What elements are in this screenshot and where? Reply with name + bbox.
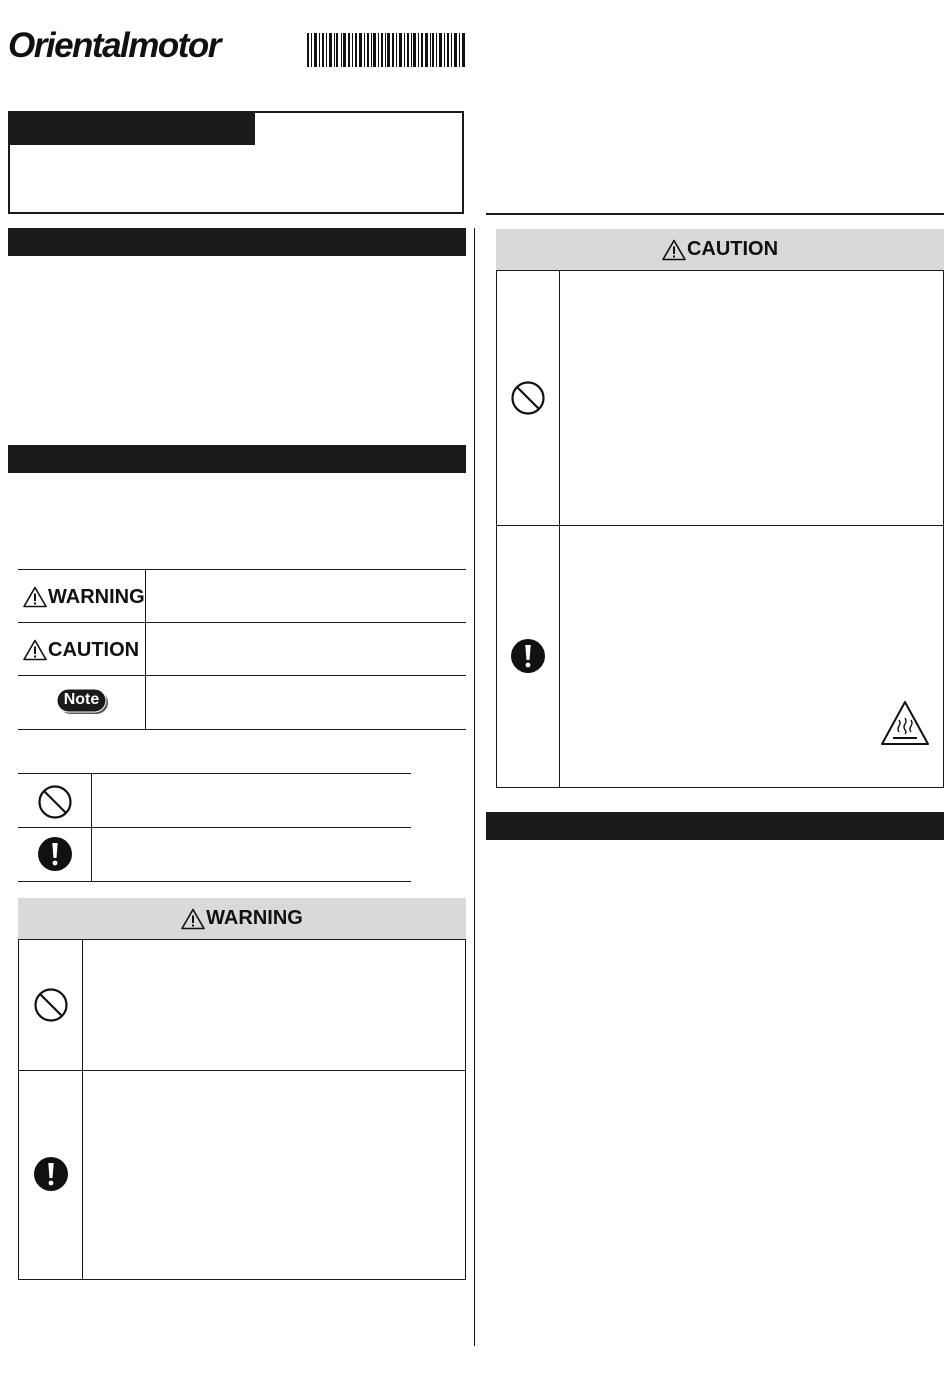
warning-box-header xyxy=(18,898,466,940)
hot-surface-icon xyxy=(880,700,930,746)
caution-box-header xyxy=(496,229,944,271)
title-tab xyxy=(8,111,255,145)
warning-box-divider xyxy=(82,939,83,1279)
right-column-top-rule xyxy=(486,213,944,215)
legend-warning-label: WARNING xyxy=(48,585,145,608)
prohibited-icon xyxy=(510,380,546,416)
note-badge-label: Note xyxy=(63,691,100,708)
legend-caution-label: CAUTION xyxy=(48,638,140,661)
warning-box-heading-label: WARNING xyxy=(206,907,303,929)
caution-box-row-rule xyxy=(496,525,944,526)
legend-warning xyxy=(23,584,145,610)
warning-box xyxy=(18,898,466,1280)
caution-box xyxy=(496,229,944,788)
section-bar-3 xyxy=(486,812,944,840)
alert-triangle-icon xyxy=(23,639,47,661)
caution-box-divider xyxy=(559,270,560,787)
caution-box-heading-label: CAUTION xyxy=(686,238,779,260)
alert-triangle-icon xyxy=(181,908,205,930)
column-divider xyxy=(474,228,475,1346)
warning-box-row-rule xyxy=(18,1070,466,1071)
mandatory-icon xyxy=(510,638,546,674)
alert-triangle-icon xyxy=(23,586,47,608)
mandatory-icon xyxy=(37,836,73,872)
prohibited-icon xyxy=(33,987,69,1023)
prohibited-icon xyxy=(37,784,73,820)
legend-caution xyxy=(23,637,139,663)
alert-triangle-icon xyxy=(662,239,686,261)
brand-logo: Orientalmotor xyxy=(8,26,220,65)
section-bar-1 xyxy=(8,228,466,256)
warning-box-heading xyxy=(181,907,303,930)
caution-box-heading xyxy=(662,238,778,261)
mandatory-icon xyxy=(33,1156,69,1192)
barcode xyxy=(307,33,465,67)
section-bar-2 xyxy=(8,445,466,473)
note-badge xyxy=(56,688,110,716)
